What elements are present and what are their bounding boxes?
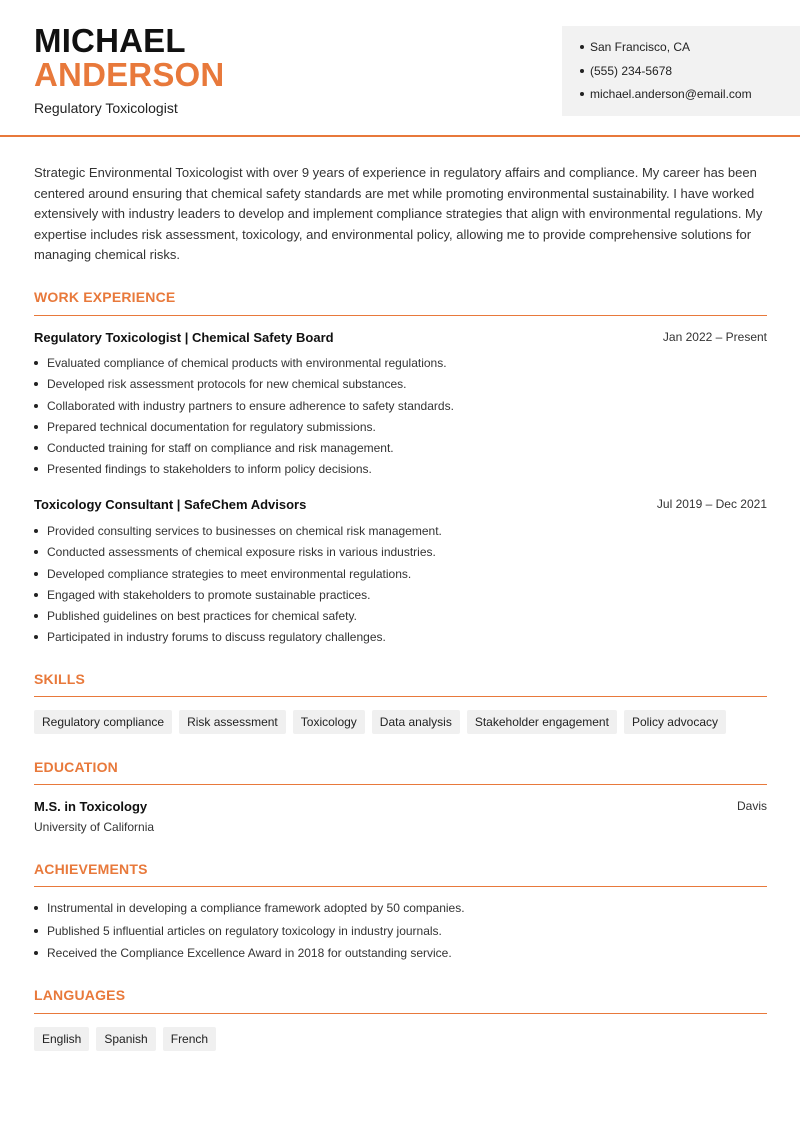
bullet-icon <box>34 550 38 554</box>
bullet-icon <box>34 614 38 618</box>
job-dates: Jul 2019 – Dec 2021 <box>656 497 767 511</box>
bullet-icon <box>34 906 38 910</box>
list-item <box>34 543 767 564</box>
list-item <box>34 375 767 396</box>
skill-chip: Regulatory compliance <box>34 710 172 734</box>
skill-chip: Data analysis <box>372 710 460 734</box>
language-chip: Spanish <box>96 1027 155 1051</box>
achievements-heading: ACHIEVEMENTS <box>34 861 148 877</box>
bullet-icon <box>34 572 38 576</box>
list-item-text: Conducted assessments of chemical exposure risks in various industries. <box>47 545 436 560</box>
list-item-text: Prepared technical documentation for regulatory submissions. <box>47 419 376 434</box>
list-item <box>34 565 767 586</box>
contact-location <box>580 38 800 62</box>
skill-chip: Risk assessment <box>179 710 286 734</box>
skill-chip: Stakeholder engagement <box>467 710 617 734</box>
list-item-text: Participated in industry forums to discuss regulatory challenges. <box>47 630 386 645</box>
bullet-icon <box>34 361 38 365</box>
last-name: ANDERSON <box>34 56 225 93</box>
section-divider <box>34 886 767 887</box>
list-item <box>34 586 767 607</box>
education-heading: EDUCATION <box>34 759 118 775</box>
list-item <box>34 607 767 628</box>
work-experience-heading: WORK EXPERIENCE <box>34 289 176 305</box>
bullet-icon <box>34 467 38 471</box>
job-header <box>34 330 767 345</box>
section-divider <box>34 696 767 697</box>
list-item-text: Conducted training for staff on compliance and risk management. <box>47 441 394 456</box>
list-item-text: Instrumental in developing a compliance framework adopted by 50 companies. <box>47 901 465 915</box>
job-dates: Jan 2022 – Present <box>662 330 767 344</box>
skills-heading: SKILLS <box>34 671 85 687</box>
contact-phone <box>580 62 800 86</box>
job-bullets <box>34 522 767 650</box>
skill-chip: Toxicology <box>293 710 365 734</box>
bullet-icon <box>580 69 584 73</box>
list-item <box>34 439 767 460</box>
bullet-icon <box>34 404 38 408</box>
list-item <box>34 460 767 481</box>
profile-summary: Strategic Environmental Toxicologist with over 9 years of experience in regulatory affairs and compliance. My career has been centered around ensuring that chemical safety standards are met while promoting environmental sustainability. I have worked extensively with industry leaders to develop and implement compliance strategies that align with environmental regulations. My expertise includes risk assessment, toxicology, and environmental policy, allowing me to provide comprehensive solutions for managing chemical risks. <box>34 165 763 262</box>
bullet-icon <box>34 529 38 533</box>
achievements-list <box>34 899 767 967</box>
bullet-icon <box>34 446 38 450</box>
bullet-icon <box>34 951 38 955</box>
degree: M.S. in Toxicology <box>34 799 148 814</box>
list-item-text: Collaborated with industry partners to ensure adherence to safety standards. <box>47 398 454 413</box>
list-item <box>34 522 767 543</box>
bullet-icon <box>34 929 38 933</box>
list-item <box>34 397 767 418</box>
contact-box <box>562 26 800 116</box>
list-item-text: Published 5 influential articles on regulatory toxicology in industry journals. <box>47 923 442 938</box>
bullet-icon <box>34 635 38 639</box>
resume-header <box>0 0 800 137</box>
languages-list <box>34 1027 216 1051</box>
list-item-text: Developed compliance strategies to meet environmental regulations. <box>47 566 412 581</box>
list-item-text: Evaluated compliance of chemical products with environmental regulations. <box>47 356 447 370</box>
job-role: Toxicology Consultant | SafeChem Advisors <box>34 497 307 512</box>
skills-list <box>34 710 726 734</box>
list-item <box>34 628 767 649</box>
list-item-text: Presented findings to stakeholders to inform policy decisions. <box>47 462 372 477</box>
section-divider <box>34 1013 767 1014</box>
bullet-icon <box>580 92 584 96</box>
list-item <box>34 354 767 375</box>
list-item <box>34 899 767 922</box>
list-item-text: Published guidelines on best practices for chemical safety. <box>47 609 357 624</box>
contact-phone-text: (555) 234-5678 <box>590 63 673 78</box>
list-item <box>34 922 767 945</box>
bullet-icon <box>34 425 38 429</box>
language-chip: English <box>34 1027 89 1051</box>
list-item-text: Engaged with stakeholders to promote sustainable practices. <box>47 587 371 602</box>
education-header <box>34 799 767 814</box>
section-divider <box>34 784 767 785</box>
first-name: MICHAEL <box>34 22 186 59</box>
bullet-icon <box>34 382 38 386</box>
skill-chip: Policy advocacy <box>624 710 726 734</box>
job-role: Regulatory Toxicologist | Chemical Safety Board <box>34 330 334 345</box>
job-title: Regulatory Toxicologist <box>34 100 178 116</box>
list-item <box>34 418 767 439</box>
education-location: Davis <box>736 799 767 813</box>
job-header <box>34 497 767 512</box>
bullet-icon <box>580 45 584 49</box>
languages-heading: LANGUAGES <box>34 987 126 1003</box>
list-item <box>34 944 767 967</box>
school-name: University of California <box>34 820 155 834</box>
job-bullets <box>34 354 767 482</box>
language-chip: French <box>163 1027 216 1051</box>
list-item-text: Received the Compliance Excellence Award in 2018 for outstanding service. <box>47 946 452 960</box>
contact-location-text: San Francisco, CA <box>590 40 691 54</box>
list-item-text: Developed risk assessment protocols for new chemical substances. <box>47 377 407 392</box>
section-divider <box>34 315 767 316</box>
contact-email <box>580 85 800 109</box>
contact-email-text: michael.anderson@email.com <box>590 87 752 101</box>
bullet-icon <box>34 593 38 597</box>
list-item-text: Provided consulting services to businesses on chemical risk management. <box>47 524 442 538</box>
